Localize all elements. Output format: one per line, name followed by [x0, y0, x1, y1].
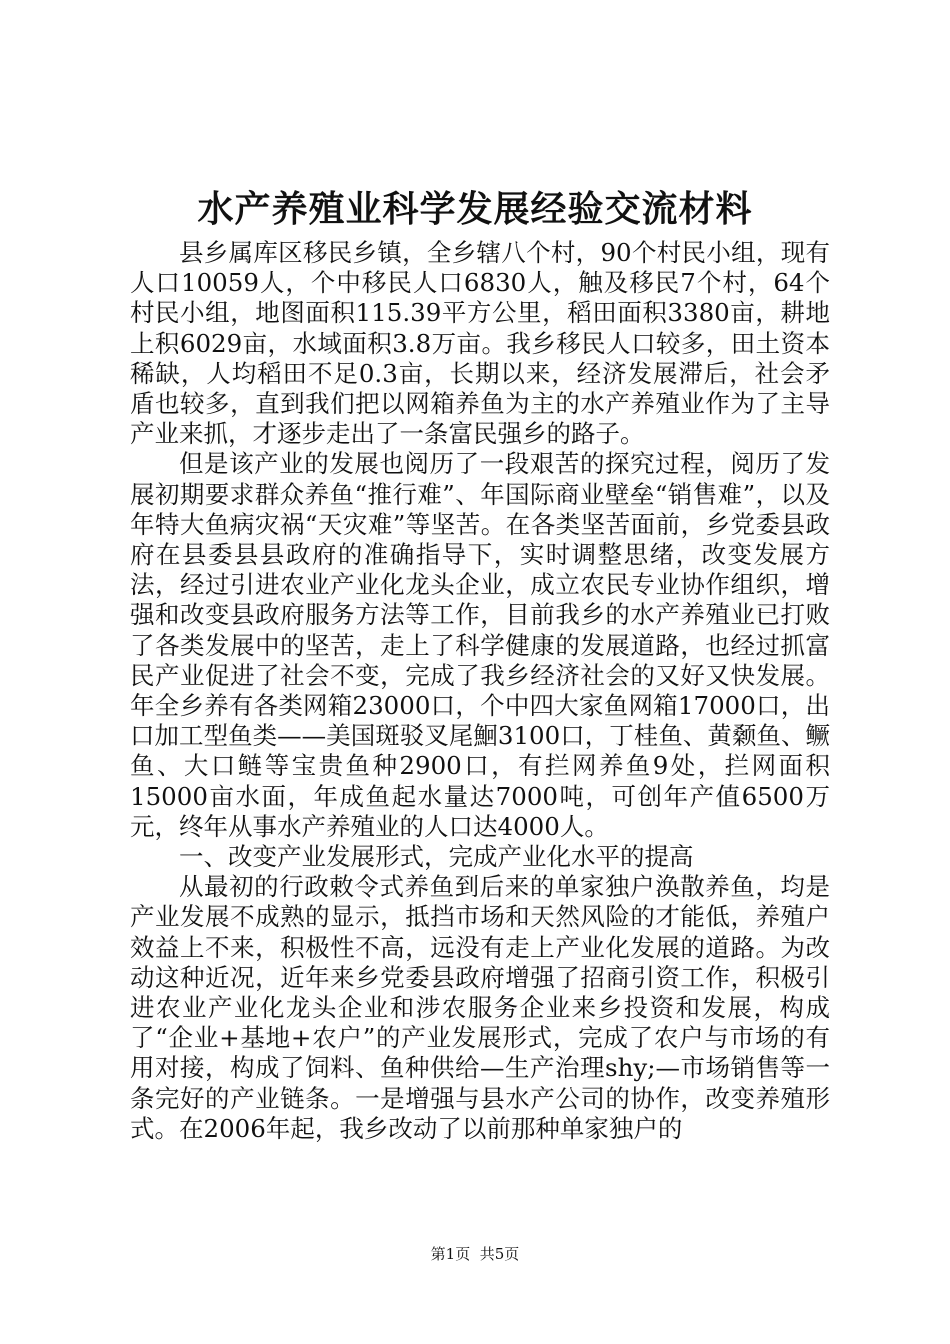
- paragraph-1: 县乡属库区移民乡镇，全乡辖八个村，90个村民小组，现有人口10059人，个中移民人口6830人，触及移民7个村，64个村民小组，地图面积115.39平方公里，稻田面积3380亩，耕地上积6029亩，水域面积3.8万亩。我乡移民人口较多，田土资本稀缺，人均稻田不足0.3亩，长期以来，经济发展滞后，社会矛盾也较多，直到我们把以网箱养鱼为主的水产养殖业作为了主导产业来抓，才逐步走出了一条富民强乡的路子。: [130, 238, 830, 449]
- section-heading: 一、改变产业发展形式，完成产业化水平的提高: [179, 842, 694, 872]
- paragraph-3: 从最初的行政敕令式养鱼到后来的单家独户涣散养鱼，均是产业发展不成熟的显示，抵挡市场和天然风险的才能低，养殖户效益上不来，积极性不高，远没有走上产业化发展的道路。为改动这种近况，近年来乡党委县政府增强了招商引资工作，积极引进农业产业化龙头企业和涉农服务企业来乡投资和发展，构成了“企业+基地+农户”的产业发展形式，完成了农户与市场的有用对接，构成了饲料、鱼种供给—生产治理shy;—市场销售等一条完好的产业链条。一是增强与县水产公司的协作，改变养殖形式。在2006年起，我乡改动了以前那种单家独户的: [130, 872, 830, 1143]
- paragraph-2: 但是该产业的发展也阅历了一段艰苦的探究过程，阅历了发展初期要求群众养鱼“推行难”、年国际商业壁垒“销售难”，以及年特大鱼病灾祸“天灾难”等坚苦。在各类坚苦面前，乡党委县政府在县委县县政府的准确指导下，实时调整思绪，改变发展方法，经过引进农业产业化龙头企业，成立农民专业协作组织，增强和改变县政府服务方法等工作，目前我乡的水产养殖业已打败了各类发展中的坚苦，走上了科学健康的发展道路，也经过抓富民产业促进了社会不变，完成了我乡经济社会的又好又快发展。年全乡养有各类网箱23000口，个中四大家鱼网箱17000口，出口加工型鱼类——美国斑驳叉尾鮰3100口，丁桂鱼、黄颡鱼、鳜鱼、大口鲢等宝贵鱼种2900口，有拦网养鱼9处，拦网面积15000亩水面，年成鱼起水量达7000吨，可创年产值6500万元，终年从事水产养殖业的人口达4000人。: [130, 449, 830, 841]
- page-footer: [0, 1244, 950, 1264]
- document-body: [130, 238, 830, 1144]
- footer-spacer: [470, 1245, 480, 1263]
- page-number: 第1页: [430, 1245, 471, 1263]
- document-title: 水产养殖业科学发展经验交流材料: [197, 188, 753, 230]
- page-total: 共5页: [479, 1245, 520, 1263]
